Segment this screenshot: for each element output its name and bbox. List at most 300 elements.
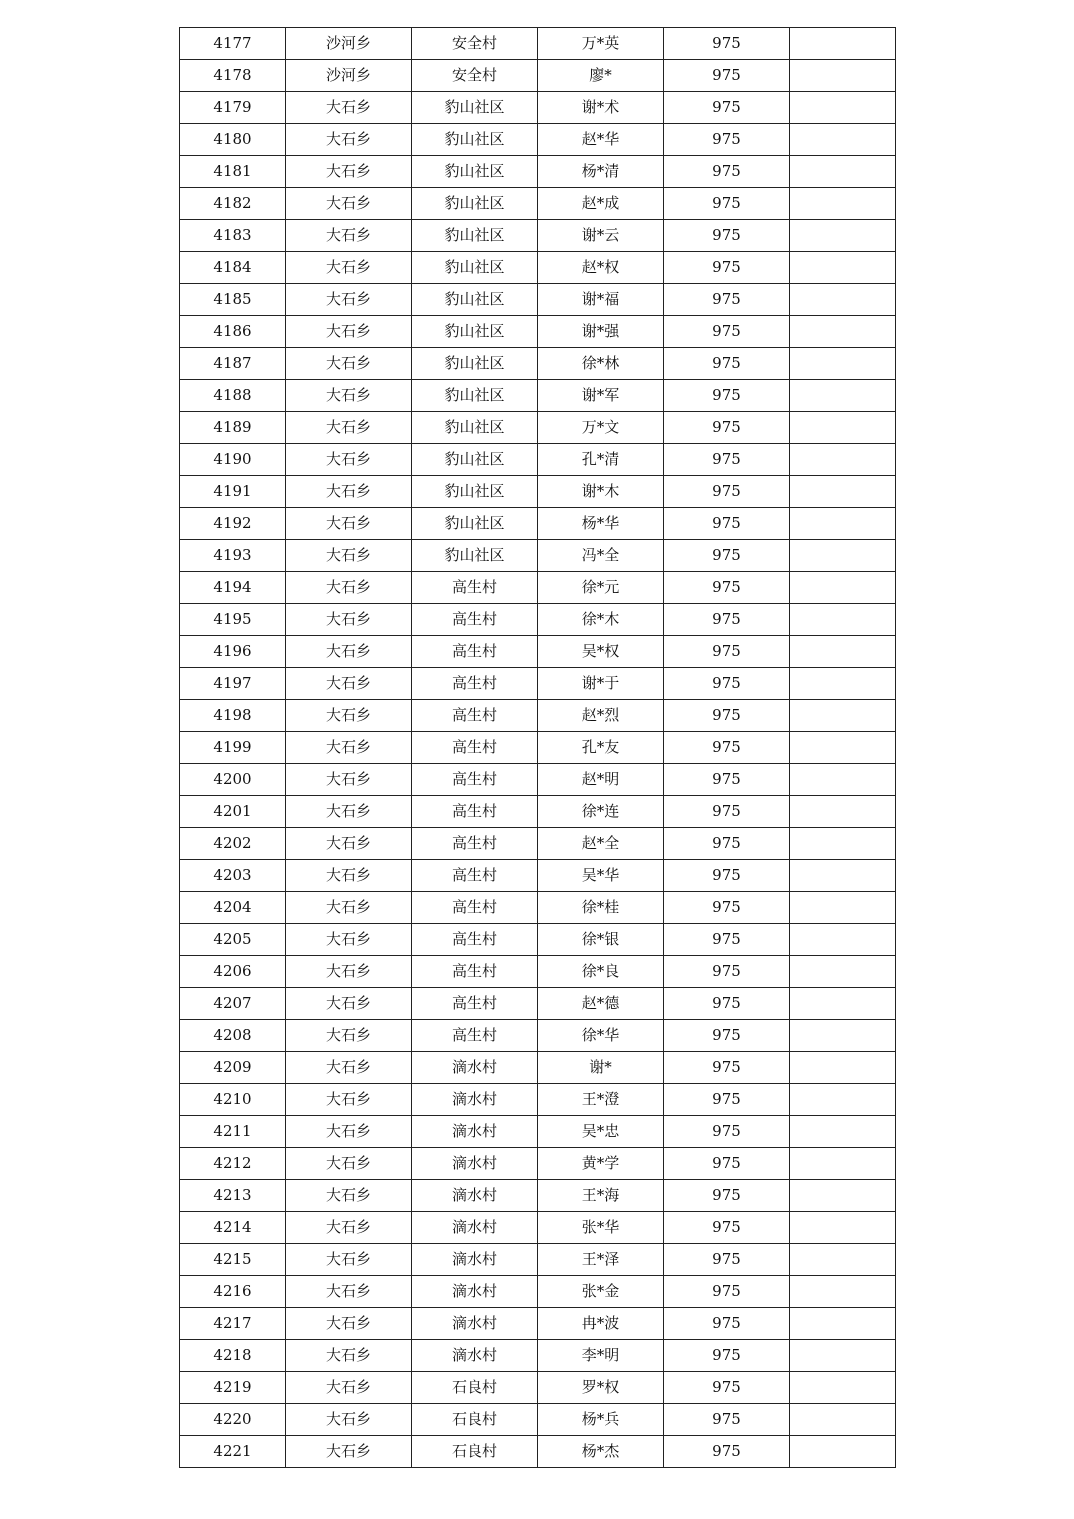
cell-number: 4197 bbox=[180, 668, 286, 700]
cell-township: 大石乡 bbox=[286, 252, 412, 284]
table-row bbox=[180, 1404, 896, 1436]
cell-village: 滴水村 bbox=[412, 1148, 538, 1180]
table-row bbox=[180, 1340, 896, 1372]
cell-note bbox=[790, 828, 896, 860]
table-row bbox=[180, 1116, 896, 1148]
cell-village: 滴水村 bbox=[412, 1180, 538, 1212]
cell-note bbox=[790, 700, 896, 732]
cell-village: 高生村 bbox=[412, 860, 538, 892]
table-row bbox=[180, 316, 896, 348]
table-body bbox=[180, 28, 896, 1468]
cell-township: 大石乡 bbox=[286, 604, 412, 636]
cell-village: 安全村 bbox=[412, 28, 538, 60]
cell-number: 4216 bbox=[180, 1276, 286, 1308]
cell-village: 高生村 bbox=[412, 988, 538, 1020]
cell-note bbox=[790, 444, 896, 476]
table-row bbox=[180, 732, 896, 764]
cell-township: 大石乡 bbox=[286, 1212, 412, 1244]
cell-number: 4190 bbox=[180, 444, 286, 476]
cell-note bbox=[790, 60, 896, 92]
cell-number: 4207 bbox=[180, 988, 286, 1020]
cell-number: 4221 bbox=[180, 1436, 286, 1468]
table-row bbox=[180, 124, 896, 156]
cell-village: 石良村 bbox=[412, 1436, 538, 1468]
cell-village: 石良村 bbox=[412, 1372, 538, 1404]
cell-village: 高生村 bbox=[412, 572, 538, 604]
cell-number: 4177 bbox=[180, 28, 286, 60]
cell-township: 大石乡 bbox=[286, 1436, 412, 1468]
table-row bbox=[180, 668, 896, 700]
cell-village: 石良村 bbox=[412, 1404, 538, 1436]
cell-number: 4183 bbox=[180, 220, 286, 252]
cell-village: 豹山社区 bbox=[412, 92, 538, 124]
cell-village: 豹山社区 bbox=[412, 348, 538, 380]
cell-amount: 975 bbox=[664, 1436, 790, 1468]
cell-name: 孔*友 bbox=[538, 732, 664, 764]
cell-number: 4189 bbox=[180, 412, 286, 444]
cell-village: 豹山社区 bbox=[412, 444, 538, 476]
table-row bbox=[180, 540, 896, 572]
table-row bbox=[180, 604, 896, 636]
cell-number: 4211 bbox=[180, 1116, 286, 1148]
cell-township: 大石乡 bbox=[286, 476, 412, 508]
cell-amount: 975 bbox=[664, 476, 790, 508]
cell-number: 4213 bbox=[180, 1180, 286, 1212]
table-row bbox=[180, 1212, 896, 1244]
table-row bbox=[180, 1180, 896, 1212]
cell-name: 孔*清 bbox=[538, 444, 664, 476]
cell-township: 沙河乡 bbox=[286, 60, 412, 92]
cell-township: 大石乡 bbox=[286, 1372, 412, 1404]
cell-note bbox=[790, 796, 896, 828]
cell-number: 4210 bbox=[180, 1084, 286, 1116]
cell-note bbox=[790, 1116, 896, 1148]
cell-name: 赵*全 bbox=[538, 828, 664, 860]
cell-name: 吴*华 bbox=[538, 860, 664, 892]
cell-village: 高生村 bbox=[412, 700, 538, 732]
cell-township: 大石乡 bbox=[286, 1020, 412, 1052]
cell-township: 沙河乡 bbox=[286, 28, 412, 60]
cell-township: 大石乡 bbox=[286, 188, 412, 220]
cell-note bbox=[790, 156, 896, 188]
cell-name: 赵*权 bbox=[538, 252, 664, 284]
cell-name: 谢* bbox=[538, 1052, 664, 1084]
cell-township: 大石乡 bbox=[286, 1340, 412, 1372]
cell-amount: 975 bbox=[664, 1276, 790, 1308]
cell-village: 高生村 bbox=[412, 764, 538, 796]
cell-village: 豹山社区 bbox=[412, 412, 538, 444]
cell-number: 4184 bbox=[180, 252, 286, 284]
cell-number: 4193 bbox=[180, 540, 286, 572]
cell-amount: 975 bbox=[664, 636, 790, 668]
table-row bbox=[180, 828, 896, 860]
cell-township: 大石乡 bbox=[286, 700, 412, 732]
cell-township: 大石乡 bbox=[286, 1308, 412, 1340]
cell-amount: 975 bbox=[664, 1180, 790, 1212]
cell-village: 高生村 bbox=[412, 1020, 538, 1052]
cell-number: 4208 bbox=[180, 1020, 286, 1052]
cell-amount: 975 bbox=[664, 316, 790, 348]
cell-note bbox=[790, 188, 896, 220]
cell-number: 4205 bbox=[180, 924, 286, 956]
cell-village: 豹山社区 bbox=[412, 476, 538, 508]
cell-number: 4185 bbox=[180, 284, 286, 316]
cell-name: 杨*清 bbox=[538, 156, 664, 188]
cell-amount: 975 bbox=[664, 380, 790, 412]
cell-number: 4179 bbox=[180, 92, 286, 124]
cell-township: 大石乡 bbox=[286, 284, 412, 316]
cell-township: 大石乡 bbox=[286, 988, 412, 1020]
cell-township: 大石乡 bbox=[286, 540, 412, 572]
cell-township: 大石乡 bbox=[286, 316, 412, 348]
cell-note bbox=[790, 924, 896, 956]
cell-note bbox=[790, 636, 896, 668]
cell-village: 豹山社区 bbox=[412, 220, 538, 252]
table-row bbox=[180, 1084, 896, 1116]
cell-note bbox=[790, 764, 896, 796]
cell-number: 4195 bbox=[180, 604, 286, 636]
cell-note bbox=[790, 124, 896, 156]
cell-township: 大石乡 bbox=[286, 348, 412, 380]
table-row bbox=[180, 1244, 896, 1276]
cell-number: 4201 bbox=[180, 796, 286, 828]
cell-amount: 975 bbox=[664, 828, 790, 860]
cell-note bbox=[790, 92, 896, 124]
cell-village: 高生村 bbox=[412, 636, 538, 668]
cell-note bbox=[790, 316, 896, 348]
cell-name: 罗*权 bbox=[538, 1372, 664, 1404]
cell-amount: 975 bbox=[664, 540, 790, 572]
cell-township: 大石乡 bbox=[286, 124, 412, 156]
cell-name: 王*泽 bbox=[538, 1244, 664, 1276]
cell-amount: 975 bbox=[664, 60, 790, 92]
cell-village: 豹山社区 bbox=[412, 380, 538, 412]
cell-number: 4199 bbox=[180, 732, 286, 764]
cell-number: 4180 bbox=[180, 124, 286, 156]
cell-name: 杨*兵 bbox=[538, 1404, 664, 1436]
cell-note bbox=[790, 220, 896, 252]
cell-amount: 975 bbox=[664, 444, 790, 476]
cell-name: 赵*烈 bbox=[538, 700, 664, 732]
cell-number: 4178 bbox=[180, 60, 286, 92]
cell-number: 4186 bbox=[180, 316, 286, 348]
cell-amount: 975 bbox=[664, 252, 790, 284]
cell-amount: 975 bbox=[664, 1020, 790, 1052]
cell-name: 谢*于 bbox=[538, 668, 664, 700]
cell-number: 4204 bbox=[180, 892, 286, 924]
cell-township: 大石乡 bbox=[286, 1052, 412, 1084]
cell-name: 王*澄 bbox=[538, 1084, 664, 1116]
cell-village: 高生村 bbox=[412, 892, 538, 924]
cell-township: 大石乡 bbox=[286, 764, 412, 796]
cell-village: 滴水村 bbox=[412, 1084, 538, 1116]
cell-note bbox=[790, 284, 896, 316]
table-row bbox=[180, 444, 896, 476]
cell-name: 徐*木 bbox=[538, 604, 664, 636]
cell-name: 谢*福 bbox=[538, 284, 664, 316]
cell-note bbox=[790, 1020, 896, 1052]
cell-number: 4187 bbox=[180, 348, 286, 380]
cell-note bbox=[790, 540, 896, 572]
cell-village: 豹山社区 bbox=[412, 252, 538, 284]
cell-village: 豹山社区 bbox=[412, 188, 538, 220]
cell-name: 赵*德 bbox=[538, 988, 664, 1020]
cell-village: 高生村 bbox=[412, 828, 538, 860]
cell-amount: 975 bbox=[664, 28, 790, 60]
cell-name: 谢*强 bbox=[538, 316, 664, 348]
cell-number: 4192 bbox=[180, 508, 286, 540]
cell-number: 4200 bbox=[180, 764, 286, 796]
cell-name: 万*英 bbox=[538, 28, 664, 60]
cell-amount: 975 bbox=[664, 1148, 790, 1180]
cell-name: 黄*学 bbox=[538, 1148, 664, 1180]
cell-number: 4181 bbox=[180, 156, 286, 188]
cell-township: 大石乡 bbox=[286, 636, 412, 668]
cell-note bbox=[790, 252, 896, 284]
cell-amount: 975 bbox=[664, 700, 790, 732]
table-row bbox=[180, 1436, 896, 1468]
cell-number: 4218 bbox=[180, 1340, 286, 1372]
cell-township: 大石乡 bbox=[286, 1148, 412, 1180]
cell-number: 4196 bbox=[180, 636, 286, 668]
cell-township: 大石乡 bbox=[286, 156, 412, 188]
cell-township: 大石乡 bbox=[286, 1084, 412, 1116]
table-row bbox=[180, 252, 896, 284]
document-page bbox=[179, 27, 896, 1468]
cell-name: 张*华 bbox=[538, 1212, 664, 1244]
cell-note bbox=[790, 412, 896, 444]
cell-amount: 975 bbox=[664, 764, 790, 796]
cell-amount: 975 bbox=[664, 348, 790, 380]
cell-village: 滴水村 bbox=[412, 1116, 538, 1148]
cell-name: 冯*全 bbox=[538, 540, 664, 572]
cell-note bbox=[790, 1148, 896, 1180]
cell-village: 滴水村 bbox=[412, 1212, 538, 1244]
cell-note bbox=[790, 1340, 896, 1372]
table-row bbox=[180, 380, 896, 412]
cell-village: 高生村 bbox=[412, 732, 538, 764]
cell-township: 大石乡 bbox=[286, 1404, 412, 1436]
table-row bbox=[180, 1052, 896, 1084]
cell-note bbox=[790, 1308, 896, 1340]
table-row bbox=[180, 924, 896, 956]
cell-number: 4194 bbox=[180, 572, 286, 604]
cell-name: 廖* bbox=[538, 60, 664, 92]
table-row bbox=[180, 92, 896, 124]
cell-name: 徐*连 bbox=[538, 796, 664, 828]
cell-township: 大石乡 bbox=[286, 1180, 412, 1212]
cell-amount: 975 bbox=[664, 1244, 790, 1276]
table-row bbox=[180, 860, 896, 892]
cell-note bbox=[790, 476, 896, 508]
cell-amount: 975 bbox=[664, 572, 790, 604]
cell-note bbox=[790, 1084, 896, 1116]
table-row bbox=[180, 1372, 896, 1404]
cell-township: 大石乡 bbox=[286, 732, 412, 764]
cell-amount: 975 bbox=[664, 1212, 790, 1244]
cell-township: 大石乡 bbox=[286, 572, 412, 604]
cell-village: 高生村 bbox=[412, 796, 538, 828]
cell-amount: 975 bbox=[664, 1340, 790, 1372]
table-row bbox=[180, 636, 896, 668]
cell-township: 大石乡 bbox=[286, 412, 412, 444]
cell-name: 赵*成 bbox=[538, 188, 664, 220]
table-row bbox=[180, 1148, 896, 1180]
cell-amount: 975 bbox=[664, 412, 790, 444]
table-row bbox=[180, 60, 896, 92]
cell-amount: 975 bbox=[664, 156, 790, 188]
table-row bbox=[180, 28, 896, 60]
cell-name: 杨*华 bbox=[538, 508, 664, 540]
table-row bbox=[180, 412, 896, 444]
cell-note bbox=[790, 28, 896, 60]
data-table bbox=[179, 27, 896, 1468]
cell-township: 大石乡 bbox=[286, 444, 412, 476]
cell-township: 大石乡 bbox=[286, 92, 412, 124]
table-row bbox=[180, 188, 896, 220]
cell-amount: 975 bbox=[664, 188, 790, 220]
table-row bbox=[180, 284, 896, 316]
cell-amount: 975 bbox=[664, 604, 790, 636]
cell-note bbox=[790, 1180, 896, 1212]
table-row bbox=[180, 572, 896, 604]
table-row bbox=[180, 156, 896, 188]
cell-name: 冉*波 bbox=[538, 1308, 664, 1340]
cell-township: 大石乡 bbox=[286, 892, 412, 924]
table-row bbox=[180, 1276, 896, 1308]
table-row bbox=[180, 1020, 896, 1052]
cell-village: 滴水村 bbox=[412, 1340, 538, 1372]
cell-village: 高生村 bbox=[412, 924, 538, 956]
cell-amount: 975 bbox=[664, 124, 790, 156]
table-row bbox=[180, 764, 896, 796]
cell-township: 大石乡 bbox=[286, 220, 412, 252]
cell-name: 徐*华 bbox=[538, 1020, 664, 1052]
cell-amount: 975 bbox=[664, 1308, 790, 1340]
cell-note bbox=[790, 572, 896, 604]
cell-number: 4203 bbox=[180, 860, 286, 892]
cell-village: 高生村 bbox=[412, 668, 538, 700]
cell-township: 大石乡 bbox=[286, 796, 412, 828]
cell-amount: 975 bbox=[664, 1372, 790, 1404]
cell-number: 4198 bbox=[180, 700, 286, 732]
cell-township: 大石乡 bbox=[286, 1276, 412, 1308]
cell-number: 4209 bbox=[180, 1052, 286, 1084]
cell-number: 4202 bbox=[180, 828, 286, 860]
cell-note bbox=[790, 380, 896, 412]
cell-name: 徐*林 bbox=[538, 348, 664, 380]
cell-village: 安全村 bbox=[412, 60, 538, 92]
cell-name: 李*明 bbox=[538, 1340, 664, 1372]
cell-note bbox=[790, 1052, 896, 1084]
cell-name: 王*海 bbox=[538, 1180, 664, 1212]
cell-note bbox=[790, 1276, 896, 1308]
cell-name: 谢*云 bbox=[538, 220, 664, 252]
table-row bbox=[180, 796, 896, 828]
cell-number: 4217 bbox=[180, 1308, 286, 1340]
cell-note bbox=[790, 892, 896, 924]
table-row bbox=[180, 988, 896, 1020]
cell-village: 豹山社区 bbox=[412, 124, 538, 156]
cell-note bbox=[790, 1244, 896, 1276]
cell-township: 大石乡 bbox=[286, 956, 412, 988]
cell-amount: 975 bbox=[664, 1052, 790, 1084]
cell-number: 4206 bbox=[180, 956, 286, 988]
cell-number: 4191 bbox=[180, 476, 286, 508]
cell-name: 徐*银 bbox=[538, 924, 664, 956]
cell-note bbox=[790, 1372, 896, 1404]
cell-name: 吴*权 bbox=[538, 636, 664, 668]
cell-number: 4214 bbox=[180, 1212, 286, 1244]
cell-township: 大石乡 bbox=[286, 380, 412, 412]
cell-amount: 975 bbox=[664, 892, 790, 924]
cell-note bbox=[790, 1212, 896, 1244]
cell-village: 豹山社区 bbox=[412, 508, 538, 540]
cell-note bbox=[790, 604, 896, 636]
table-row bbox=[180, 508, 896, 540]
cell-village: 豹山社区 bbox=[412, 540, 538, 572]
cell-name: 徐*良 bbox=[538, 956, 664, 988]
cell-township: 大石乡 bbox=[286, 508, 412, 540]
cell-name: 赵*明 bbox=[538, 764, 664, 796]
cell-amount: 975 bbox=[664, 220, 790, 252]
cell-number: 4188 bbox=[180, 380, 286, 412]
cell-number: 4212 bbox=[180, 1148, 286, 1180]
cell-name: 吴*忠 bbox=[538, 1116, 664, 1148]
cell-name: 杨*杰 bbox=[538, 1436, 664, 1468]
cell-amount: 975 bbox=[664, 924, 790, 956]
cell-township: 大石乡 bbox=[286, 924, 412, 956]
cell-note bbox=[790, 1436, 896, 1468]
cell-note bbox=[790, 860, 896, 892]
cell-number: 4220 bbox=[180, 1404, 286, 1436]
cell-number: 4182 bbox=[180, 188, 286, 220]
cell-note bbox=[790, 668, 896, 700]
table-row bbox=[180, 700, 896, 732]
cell-amount: 975 bbox=[664, 860, 790, 892]
cell-village: 豹山社区 bbox=[412, 316, 538, 348]
cell-note bbox=[790, 508, 896, 540]
cell-amount: 975 bbox=[664, 92, 790, 124]
cell-name: 万*文 bbox=[538, 412, 664, 444]
cell-village: 高生村 bbox=[412, 956, 538, 988]
cell-township: 大石乡 bbox=[286, 828, 412, 860]
cell-village: 滴水村 bbox=[412, 1052, 538, 1084]
cell-village: 豹山社区 bbox=[412, 156, 538, 188]
cell-township: 大石乡 bbox=[286, 668, 412, 700]
table-row bbox=[180, 348, 896, 380]
cell-number: 4219 bbox=[180, 1372, 286, 1404]
cell-number: 4215 bbox=[180, 1244, 286, 1276]
cell-name: 徐*元 bbox=[538, 572, 664, 604]
cell-note bbox=[790, 732, 896, 764]
cell-name: 徐*桂 bbox=[538, 892, 664, 924]
cell-name: 谢*木 bbox=[538, 476, 664, 508]
cell-amount: 975 bbox=[664, 1116, 790, 1148]
table-row bbox=[180, 1308, 896, 1340]
cell-name: 张*金 bbox=[538, 1276, 664, 1308]
cell-amount: 975 bbox=[664, 732, 790, 764]
table-row bbox=[180, 956, 896, 988]
table-row bbox=[180, 476, 896, 508]
cell-note bbox=[790, 956, 896, 988]
cell-amount: 975 bbox=[664, 508, 790, 540]
cell-note bbox=[790, 348, 896, 380]
cell-village: 豹山社区 bbox=[412, 284, 538, 316]
cell-township: 大石乡 bbox=[286, 1244, 412, 1276]
table-row bbox=[180, 892, 896, 924]
cell-amount: 975 bbox=[664, 668, 790, 700]
